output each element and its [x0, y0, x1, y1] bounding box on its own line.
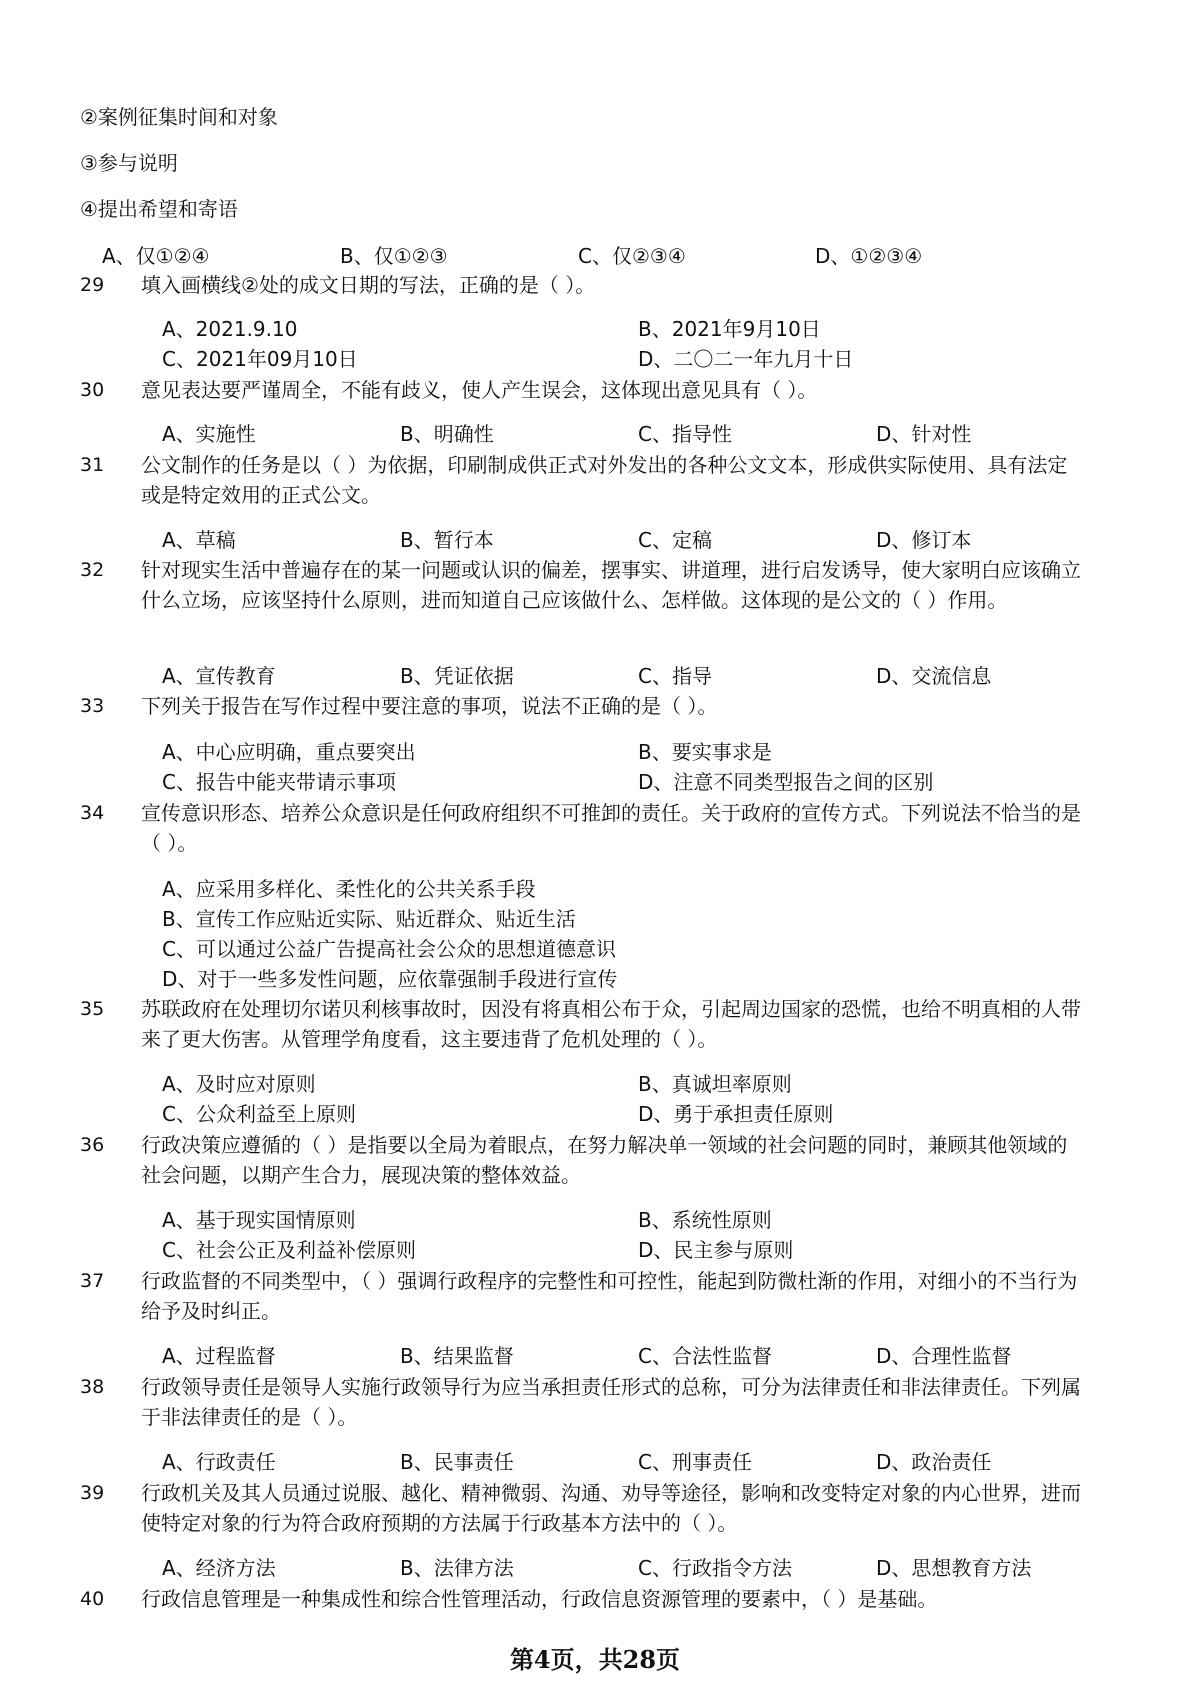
question-number: 33 [80, 695, 105, 717]
question-text: 意见表达要严谨周全，不能有歧义，使人产生误会，这体现出意见具有（ ）。 [141, 378, 818, 402]
question-text: 行政机关及其人员通过说服、越化、精神微弱、沟通、劝导等途径，影响和改变特定对象的内心世界，进而使特定对象的行为符合政府预期的方法属于行政基本方法中的（ ）。 [141, 1481, 1081, 1535]
option-a: A、及时应对原则 [162, 1072, 316, 1096]
option-c: C、可以通过公益广告提高社会公众的思想道德意识 [162, 937, 616, 961]
page-footer: 第4页，共28页 [509, 1645, 681, 1674]
option-a: A、行政责任 [162, 1450, 276, 1474]
question-text: 公文制作的任务是以（ ）为依据，印刷制成供正式对外发出的各种公文文本，形成供实际使用、具有法定或是特定效用的正式公文。 [141, 453, 1068, 507]
option-b: B、系统性原则 [638, 1208, 772, 1232]
option-c: C、行政指令方法 [638, 1556, 792, 1580]
question-number: 38 [80, 1376, 105, 1398]
question-number: 34 [80, 802, 105, 824]
question-number: 35 [80, 998, 105, 1020]
option-b: B、2021年9月10日 [638, 317, 821, 341]
option-a: A、应采用多样化、柔性化的公共关系手段 [162, 877, 536, 901]
question-text: 下列关于报告在写作过程中要注意的事项，说法不正确的是（ ）。 [141, 694, 718, 718]
option-c: C、2021年09月10日 [162, 347, 358, 371]
question-text: 行政信息管理是一种集成性和综合性管理活动，行政信息资源管理的要素中，（ ）是基础。 [141, 1587, 938, 1611]
intro-item: ③参与说明 [80, 151, 178, 175]
option-d: D、勇于承担责任原则 [638, 1102, 834, 1126]
option-a: A、宣传教育 [162, 664, 276, 688]
option-d: D、政治责任 [876, 1450, 992, 1474]
option-c: C、刑事责任 [638, 1450, 752, 1474]
question-number: 30 [80, 379, 105, 401]
option-d: D、①②③④ [815, 244, 923, 268]
question-number: 37 [80, 1270, 105, 1292]
option-d: D、针对性 [876, 422, 972, 446]
question-text: 针对现实生活中普遍存在的某一问题或认识的偏差，摆事实、讲道理，进行启发诱导，使大家明白应该确立什么立场，应该坚持什么原则，进而知道自己应该做什么、怎样做。这体现的是公文的（ ）作用。 [141, 558, 1081, 612]
option-a: A、基于现实国情原则 [162, 1208, 356, 1232]
option-a: A、经济方法 [162, 1556, 276, 1580]
option-b: B、仅①②③ [340, 244, 448, 268]
option-c: C、指导性 [638, 422, 732, 446]
option-b: B、凭证依据 [400, 664, 514, 688]
option-a: A、仅①②④ [102, 244, 210, 268]
option-a: A、中心应明确，重点要突出 [162, 740, 416, 764]
question-number: 31 [80, 454, 105, 476]
option-c: C、仅②③④ [578, 244, 686, 268]
question-number: 39 [80, 1482, 105, 1504]
option-b: B、法律方法 [400, 1556, 514, 1580]
option-d: D、二〇二一年九月十日 [638, 347, 854, 371]
option-c: C、指导 [638, 664, 712, 688]
question-text: 苏联政府在处理切尔诺贝利核事故时，因没有将真相公布于众，引起周边国家的恐慌，也给不明真相的人带来了更大伤害。从管理学角度看，这主要违背了危机处理的（ ）。 [141, 997, 1081, 1051]
option-c: C、公众利益至上原则 [162, 1102, 356, 1126]
option-d: D、修订本 [876, 528, 972, 552]
option-b: B、明确性 [400, 422, 494, 446]
option-b: B、结果监督 [400, 1344, 514, 1368]
option-d: D、对于一些多发性问题，应依靠强制手段进行宣传 [162, 967, 618, 991]
option-a: A、草稿 [162, 528, 236, 552]
question-number: 29 [80, 274, 105, 296]
option-b: B、真诚坦率原则 [638, 1072, 792, 1096]
option-b: B、宣传工作应贴近实际、贴近群众、贴近生活 [162, 907, 576, 931]
option-d: D、交流信息 [876, 664, 992, 688]
option-c: C、定稿 [638, 528, 712, 552]
option-b: B、要实事求是 [638, 740, 772, 764]
question-text: 行政决策应遵循的（ ）是指要以全局为着眼点，在努力解决单一领域的社会问题的同时，兼顾其他领域的社会问题，以期产生合力，展现决策的整体效益。 [141, 1133, 1068, 1187]
option-b: B、民事责任 [400, 1450, 514, 1474]
intro-item: ④提出希望和寄语 [80, 197, 238, 221]
option-d: D、民主参与原则 [638, 1238, 794, 1262]
option-b: B、暂行本 [400, 528, 494, 552]
option-c: C、社会公正及利益补偿原则 [162, 1238, 416, 1262]
option-c: C、合法性监督 [638, 1344, 772, 1368]
question-text: 填入画横线②处的成文日期的写法，正确的是（ ）。 [141, 273, 596, 297]
option-d: D、注意不同类型报告之间的区别 [638, 770, 934, 794]
question-number: 36 [80, 1134, 105, 1156]
option-a: A、过程监督 [162, 1344, 276, 1368]
option-d: D、合理性监督 [876, 1344, 1012, 1368]
question-text: 宣传意识形态、培养公众意识是任何政府组织不可推卸的责任。关于政府的宣传方式。下列说法不恰当的是（ ）。 [141, 801, 1081, 855]
option-c: C、报告中能夹带请示事项 [162, 770, 396, 794]
option-a: A、2021.9.10 [162, 317, 298, 341]
option-a: A、实施性 [162, 422, 256, 446]
question-text: 行政监督的不同类型中，（ ）强调行政程序的完整性和可控性，能起到防微杜渐的作用，对细小的不当行为给予及时纠正。 [141, 1269, 1078, 1323]
option-d: D、思想教育方法 [876, 1556, 1032, 1580]
question-text: 行政领导责任是领导人实施行政领导行为应当承担责任形式的总称，可分为法律责任和非法律责任。下列属于非法律责任的是（ ）。 [141, 1375, 1081, 1429]
question-number: 32 [80, 559, 105, 581]
question-number: 40 [80, 1588, 105, 1610]
intro-item: ②案例征集时间和对象 [80, 105, 278, 129]
